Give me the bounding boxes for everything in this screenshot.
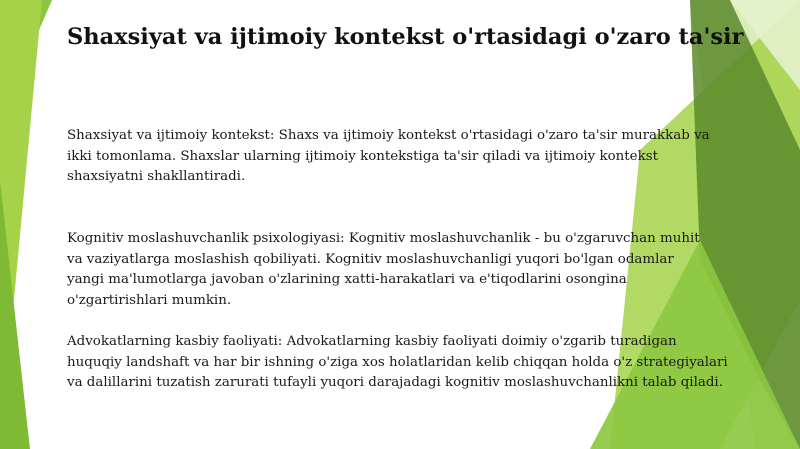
paragraph-line: o'zgartirishlari mumkin. xyxy=(67,292,232,308)
paragraph-line: Shaxsiyat va ijtimoiy kontekst: Shaxs va ijtimoiy kontekst o'rtasidagi o'zaro ta'sir murakkab va xyxy=(67,128,710,143)
slide-title: Shaxsiyat va ijtimoiy kontekst o'rtasidagi o'zaro ta'sir xyxy=(67,24,744,50)
paragraph-personality-context xyxy=(67,126,777,188)
paragraph-line: huquqiy landshaft va har bir ishning o'ziga xos holatlaridan kelib chiqqan holda o'z strategiyalari xyxy=(67,354,728,370)
paragraph-line: Advokatlarning kasbiy faoliyati: Advokatlarning kasbiy faoliyati doimiy o'zgarib turadigan xyxy=(67,334,677,349)
paragraph-cognitive-flexibility xyxy=(67,229,777,311)
paragraph-line: va vaziyatlarga moslashish qobiliyati. Kognitiv moslashuvchanligi yuqori bo'lgan odamlar xyxy=(67,251,674,267)
paragraph-line: ikki tomonlama. Shaxslar ularning ijtimoiy kontekstiga ta'sir qiladi va ijtimoiy kontekst xyxy=(67,148,658,164)
paragraph-line: Kognitiv moslashuvchanlik psixologiyasi: Kognitiv moslashuvchanlik - bu o'zgaruvchan muhit xyxy=(67,231,700,246)
paragraph-line: shaxsiyatni shakllantiradi. xyxy=(67,169,246,184)
paragraph-lawyers-activity xyxy=(67,332,777,394)
paragraph-line: yangi ma'lumotlarga javoban o'zlarining xatti-harakatlari va e'tiqodlarini osongina xyxy=(67,272,627,287)
paragraph-line: va dalillarini tuzatish zarurati tufayli yuqori darajadagi kognitiv moslashuvchanlikni talab qiladi. xyxy=(67,375,723,390)
